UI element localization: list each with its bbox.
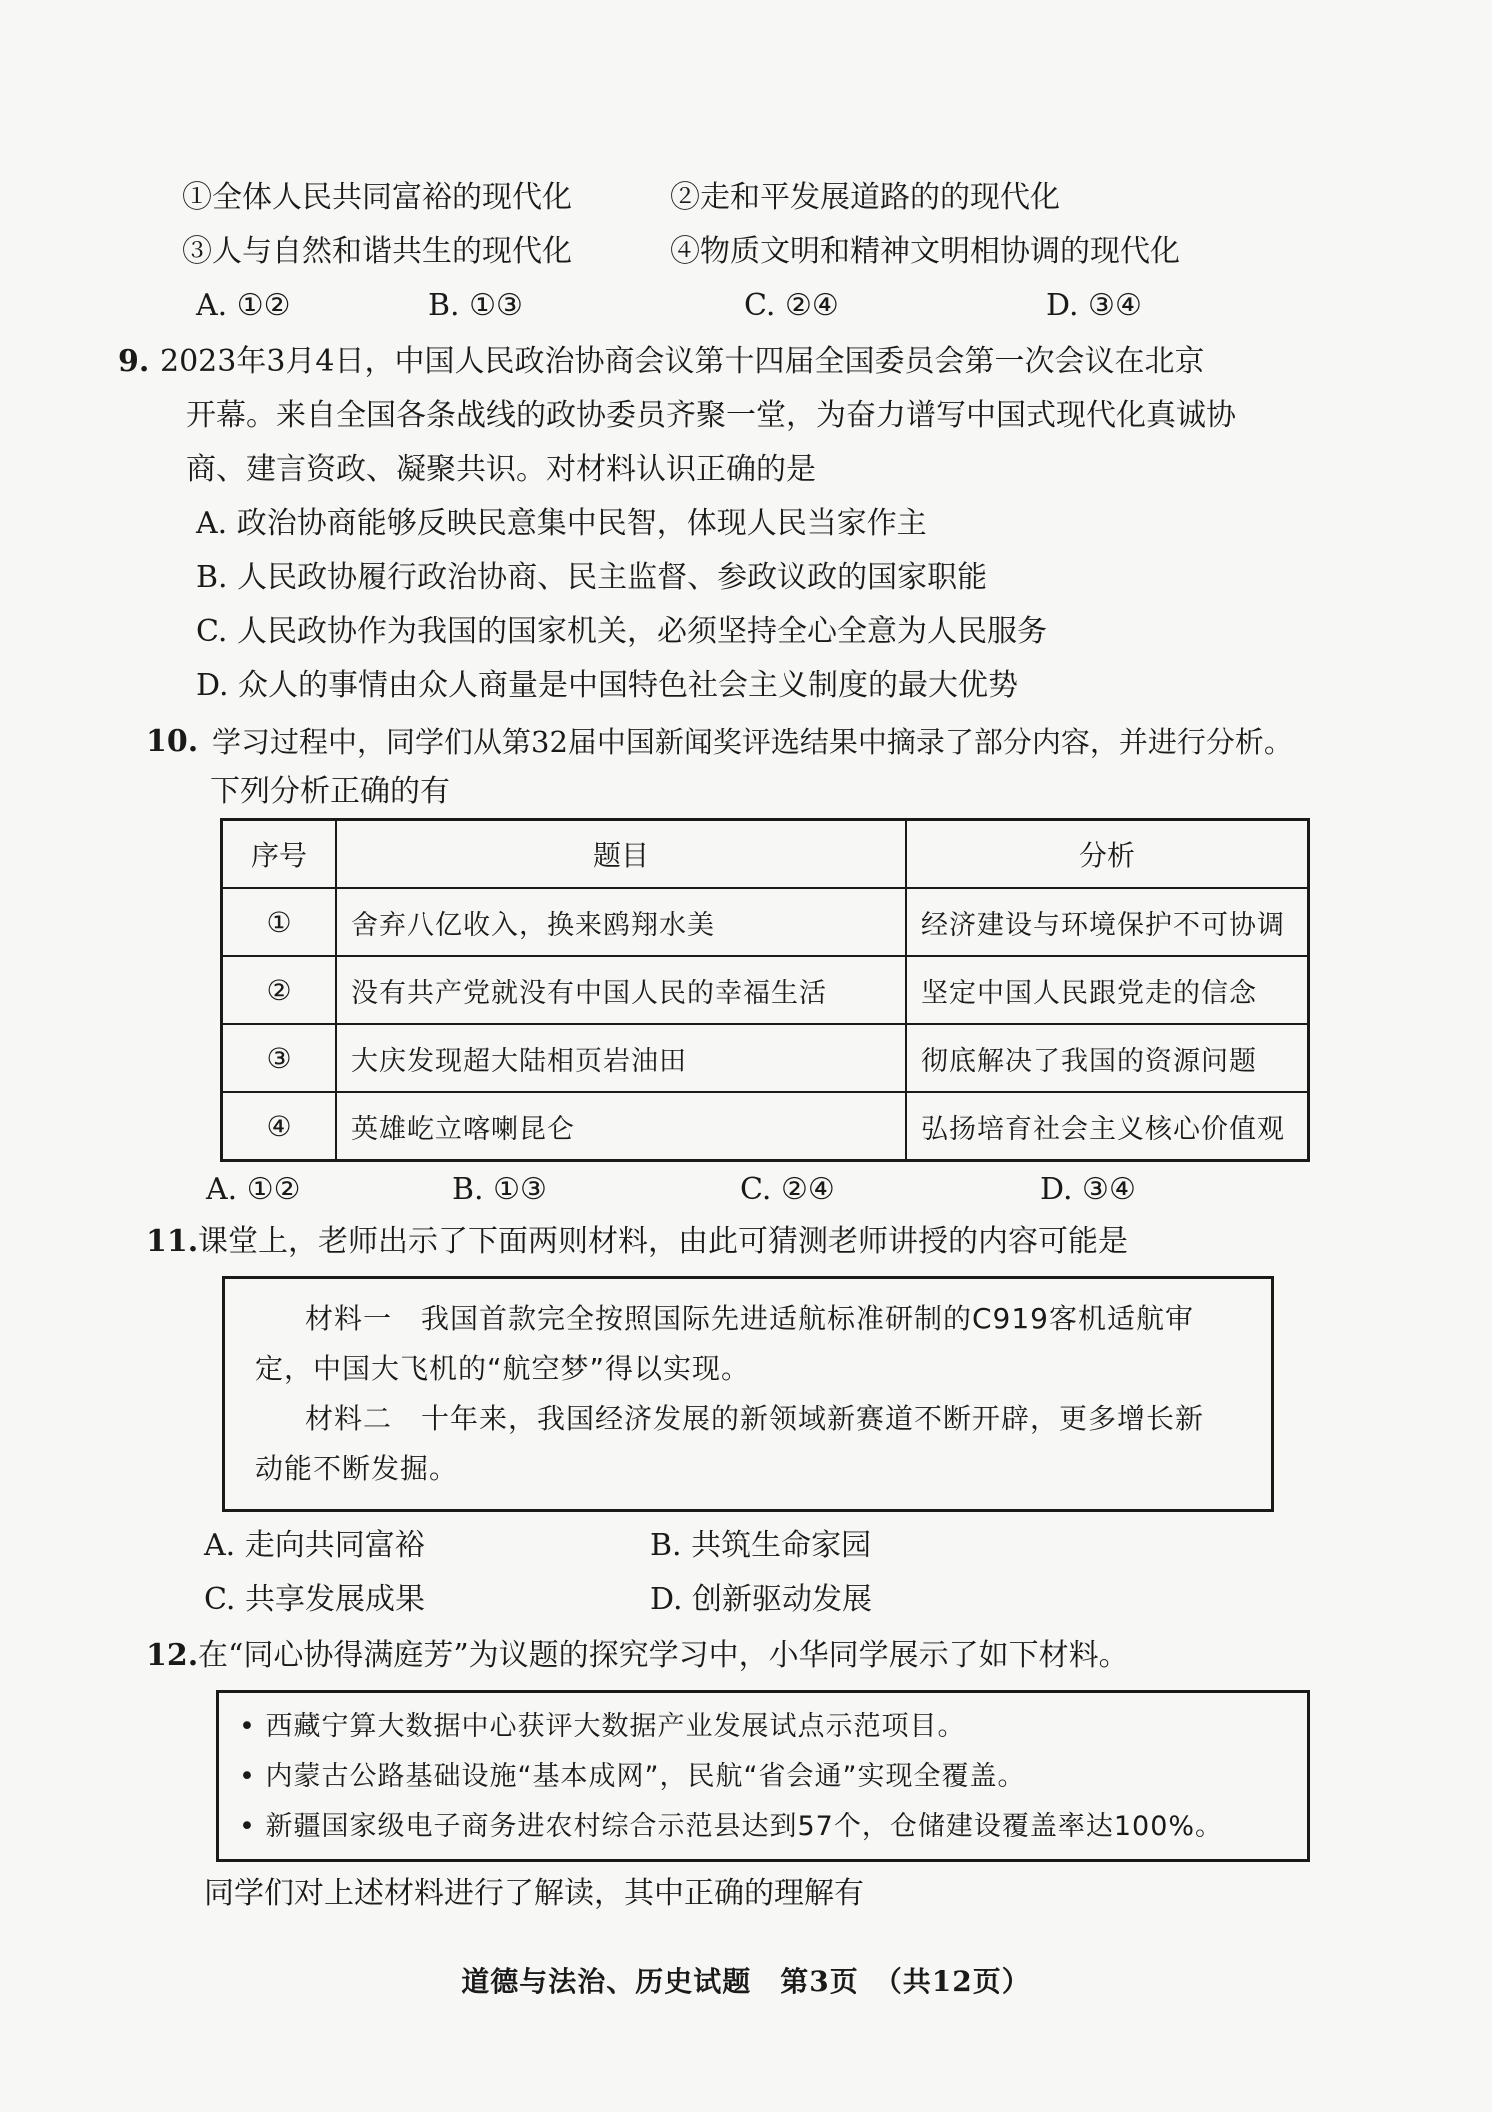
- q8-item-3: ③人与自然和谐共生的现代化: [182, 234, 572, 269]
- q8-item-1: ①全体人民共同富裕的现代化: [182, 180, 572, 215]
- q9-stem-line-1: 2023年3月4日，中国人民政治协商会议第十四届全国委员会第一次会议在北京: [160, 344, 1205, 379]
- q8-option-b: B. ①③: [428, 288, 523, 323]
- q12-followup: 同学们对上述材料进行了解读，其中正确的理解有: [204, 1876, 864, 1911]
- table-header-row: [222, 820, 1309, 889]
- q11-material-line-4: 动能不断发掘。: [255, 1452, 459, 1485]
- table-cell-analysis: 彻底解决了我国的资源问题: [906, 1024, 1309, 1092]
- q11-option-c: C. 共享发展成果: [204, 1582, 425, 1617]
- q9-number: 9.: [118, 344, 150, 379]
- q11-option-a: A. 走向共同富裕: [204, 1528, 425, 1563]
- q12-material-box: [216, 1690, 1310, 1862]
- q9-stem-line-2: 开幕。来自全国各条战线的政协委员齐聚一堂，为奋力谱写中国式现代化真诚协: [186, 398, 1236, 433]
- q12-material-line-2: • 内蒙古公路基础设施“基本成网”，民航“省会通”实现全覆盖。: [239, 1761, 1026, 1792]
- table-row: [222, 956, 1309, 1024]
- table-row: [222, 888, 1309, 956]
- q12-material-line-3: • 新疆国家级电子商务进农村综合示范县达到57个，仓储建设覆盖率达100%。: [239, 1811, 1224, 1842]
- q11-option-b: B. 共筑生命家园: [650, 1528, 872, 1563]
- q10-option-d: D. ③④: [1040, 1172, 1136, 1207]
- table-cell-no: ③: [222, 1024, 337, 1092]
- table-cell-topic: 舍弃八亿收入，换来鸥翔水美: [336, 888, 906, 956]
- table-header-no: 序号: [222, 820, 337, 889]
- q12-number: 12.: [146, 1638, 199, 1673]
- q8-option-c: C. ②④: [744, 288, 839, 323]
- q10-option-c: C. ②④: [740, 1172, 835, 1207]
- q9-option-b: B. 人民政协履行政治协商、民主监督、参政议政的国家职能: [196, 560, 988, 595]
- page-footer: 道德与法治、历史试题 第3页 （共12页）: [461, 1965, 1031, 1998]
- table-cell-analysis: 经济建设与环境保护不可协调: [906, 888, 1309, 956]
- table-header-topic: 题目: [336, 820, 906, 889]
- q11-material-line-2: 定，中国大飞机的“航空梦”得以实现。: [255, 1352, 751, 1385]
- q12-stem: 在“同心协得满庭芳”为议题的探究学习中，小华同学展示了如下材料。: [198, 1638, 1129, 1673]
- table-row: [222, 1092, 1309, 1161]
- table-cell-analysis: 弘扬培育社会主义核心价值观: [906, 1092, 1309, 1161]
- table-cell-topic: 英雄屹立喀喇昆仑: [336, 1092, 906, 1161]
- table-cell-no: ④: [222, 1092, 337, 1161]
- table-cell-analysis: 坚定中国人民跟党走的信念: [906, 956, 1309, 1024]
- q11-number: 11.: [146, 1224, 199, 1259]
- q9-option-c: C. 人民政协作为我国的国家机关，必须坚持全心全意为人民服务: [196, 614, 1047, 649]
- q10-stem-line-2: 下列分析正确的有: [210, 774, 450, 809]
- q10-option-b: B. ①③: [452, 1172, 547, 1207]
- q12-material-line-1: • 西藏宁算大数据中心获评大数据产业发展试点示范项目。: [239, 1711, 966, 1742]
- q8-option-a: A. ①②: [196, 288, 291, 323]
- q11-material-line-3: 材料二 十年来，我国经济发展的新领域新赛道不断开辟，更多增长新: [305, 1402, 1205, 1435]
- q10-number: 10.: [146, 724, 199, 759]
- q8-item-4: ④物质文明和精神文明相协调的现代化: [670, 234, 1180, 269]
- q9-option-d: D. 众人的事情由众人商量是中国特色社会主义制度的最大优势: [196, 668, 1019, 703]
- q11-material-box: [222, 1276, 1274, 1512]
- q9-option-a: A. 政治协商能够反映民意集中民智，体现人民当家作主: [196, 506, 927, 541]
- table-cell-topic: 大庆发现超大陆相页岩油田: [336, 1024, 906, 1092]
- table-cell-no: ①: [222, 888, 337, 956]
- q8-item-2: ②走和平发展道路的的现代化: [670, 180, 1060, 215]
- q8-option-d: D. ③④: [1046, 288, 1142, 323]
- table-cell-topic: 没有共产党就没有中国人民的幸福生活: [336, 956, 906, 1024]
- q11-material-line-1: 材料一 我国首款完全按照国际先进适航标准研制的C919客机适航审: [305, 1302, 1194, 1335]
- table-header-analysis: 分析: [906, 820, 1309, 889]
- table-cell-no: ②: [222, 956, 337, 1024]
- q11-stem: 课堂上，老师出示了下面两则材料，由此可猜测老师讲授的内容可能是: [198, 1224, 1128, 1259]
- analysis-table: [220, 818, 1310, 1162]
- table-row: [222, 1024, 1309, 1092]
- q11-option-d: D. 创新驱动发展: [650, 1582, 873, 1617]
- q10-stem-line-1: 学习过程中，同学们从第32届中国新闻奖评选结果中摘录了部分内容，并进行分析。: [212, 725, 1293, 759]
- q10-option-a: A. ①②: [206, 1172, 301, 1207]
- q9-stem-line-3: 商、建言资政、凝聚共识。对材料认识正确的是: [186, 452, 816, 487]
